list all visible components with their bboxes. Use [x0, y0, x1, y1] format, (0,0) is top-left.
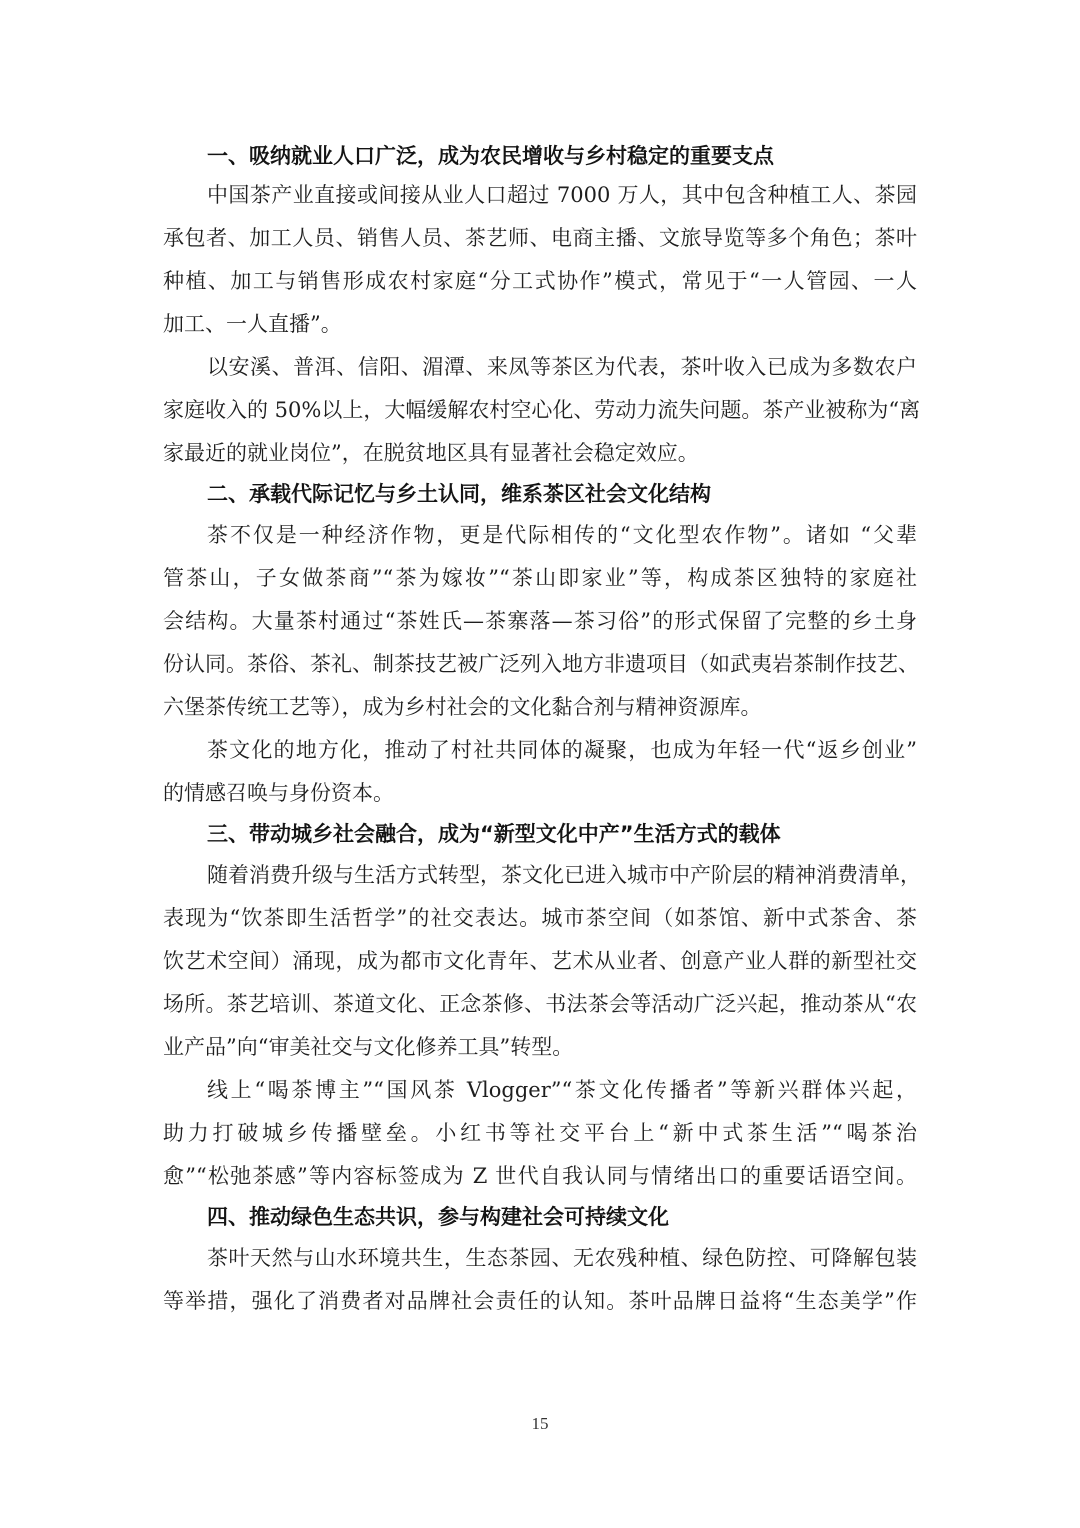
paragraph-line: 中国茶产业直接或间接从业人口超过 7000 万人，其中包含种植工人、茶园: [207, 183, 917, 207]
section-heading-2: 二、承载代际记忆与乡土认同，维系茶区社会文化结构: [207, 482, 711, 506]
paragraph-line: 愈”“松弛茶感”等内容标签成为 Z 世代自我认同与情绪出口的重要话语空间。: [163, 1164, 917, 1188]
paragraph-line: 加工、一人直播”。: [163, 312, 342, 336]
paragraph-line: 六堡茶传统工艺等），成为乡村社会的文化黏合剂与精神资源库。: [163, 695, 762, 719]
paragraph-line: 茶叶天然与山水环境共生，生态茶园、无农残种植、绿色防控、可降解包装: [207, 1246, 917, 1270]
paragraph-line: 份认同。茶俗、茶礼、制茶技艺被广泛列入地方非遗项目（如武夷岩茶制作技艺、: [163, 652, 919, 676]
paragraph-line: 管茶山，子女做茶商”“茶为嫁妆”“茶山即家业”等，构成茶区独特的家庭社: [163, 566, 917, 590]
paragraph-line: 等举措，强化了消费者对品牌社会责任的认知。茶叶品牌日益将“生态美学”作: [163, 1289, 917, 1313]
paragraph-line: 饮艺术空间）涌现，成为都市文化青年、艺术从业者、创意产业人群的新型社交: [163, 949, 917, 973]
paragraph-line: 随着消费升级与生活方式转型，茶文化已进入城市中产阶层的精神消费清单，: [207, 863, 921, 887]
paragraph-line: 线上“喝茶博主”“国风茶 Vlogger”“茶文化传播者”等新兴群体兴起，: [207, 1078, 917, 1102]
paragraph-line: 种植、加工与销售形成农村家庭“分工式协作”模式，常见于“一人管园、一人: [163, 269, 917, 293]
paragraph-line: 业产品”向“审美社交与文化修养工具”转型。: [163, 1035, 574, 1059]
paragraph-line: 场所。茶艺培训、茶道文化、正念茶修、书法茶会等活动广泛兴起，推动茶从“农: [163, 992, 917, 1016]
page-number: 15: [531, 1414, 549, 1433]
paragraph-line: 茶文化的地方化，推动了村社共同体的凝聚，也成为年轻一代“返乡创业”: [207, 738, 917, 762]
paragraph-line: 会结构。大量茶村通过“茶姓氏—茶寨落—茶习俗”的形式保留了完整的乡土身: [163, 609, 917, 633]
paragraph-line: 承包者、加工人员、销售人员、茶艺师、电商主播、文旅导览等多个角色；茶叶: [163, 226, 917, 250]
paragraph-line: 茶不仅是一种经济作物，更是代际相传的“文化型农作物”。诸如 “父辈: [207, 523, 917, 547]
paragraph-line: 助力打破城乡传播壁垒。小红书等社交平台上“新中式茶生活”“喝茶治: [163, 1121, 917, 1145]
paragraph-line: 家最近的就业岗位”，在脱贫地区具有显著社会稳定效应。: [163, 441, 699, 465]
paragraph-line: 的情感召唤与身份资本。: [163, 781, 394, 805]
section-heading-1: 一、吸纳就业人口广泛，成为农民增收与乡村稳定的重要支点: [207, 144, 774, 168]
paragraph-line: 家庭收入的 50%以上，大幅缓解农村空心化、劳动力流失问题。茶产业被称为“离: [163, 398, 921, 422]
section-heading-3: 三、带动城乡社会融合，成为“新型文化中产”生活方式的载体: [207, 822, 781, 846]
paragraph-line: 以安溪、普洱、信阳、湄潭、来凤等茶区为代表，茶叶收入已成为多数农户: [207, 355, 917, 379]
section-heading-4: 四、推动绿色生态共识，参与构建社会可持续文化: [207, 1205, 669, 1229]
paragraph-line: 表现为“饮茶即生活哲学”的社交表达。城市茶空间（如茶馆、新中式茶舍、茶: [163, 906, 917, 930]
